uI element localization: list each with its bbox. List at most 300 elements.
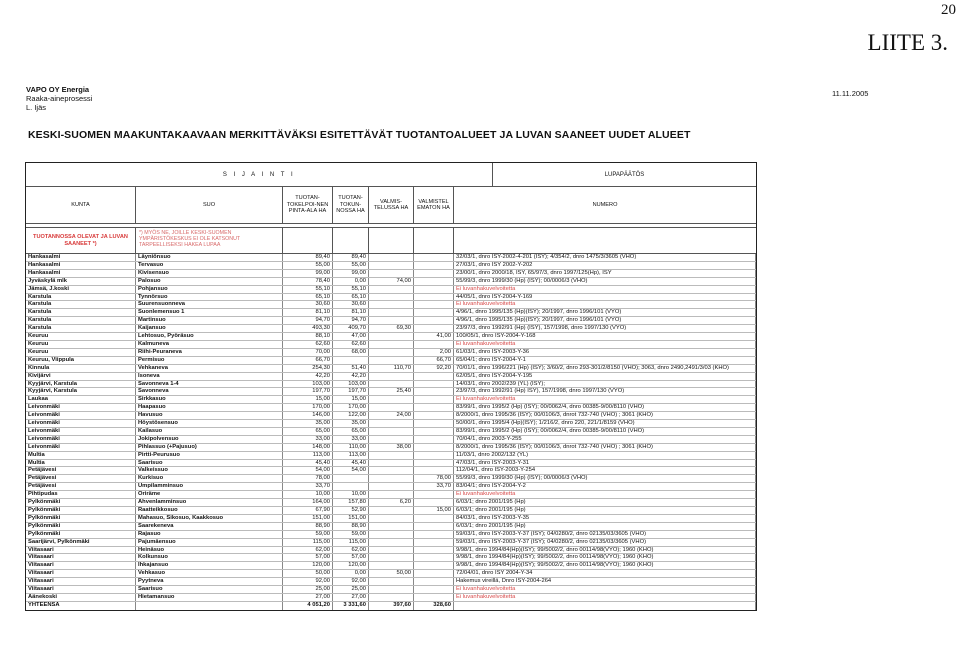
tuotannossa-cell: 62,60: [333, 341, 369, 348]
valmistelussa-cell: [369, 254, 414, 261]
valmistelussa-cell: [369, 428, 414, 435]
table-row: [26, 381, 756, 389]
kunta-cell: Petäjävesi: [26, 475, 136, 482]
suo-cell: Isoneva: [136, 373, 283, 380]
table-row: [26, 491, 756, 499]
valmistelussa-cell: [369, 554, 414, 561]
lupapaatos-numero-cell: 62/05/1, dnro ISY-2004-Y-195: [454, 373, 756, 380]
tuotantokelpoinen-cell: 65,00: [283, 428, 333, 435]
kunta-cell: Pylkönmäki: [26, 499, 136, 506]
suo-cell: Pohjansuo: [136, 286, 283, 293]
valmistelematon-cell: [414, 539, 454, 546]
suo-cell: Kurkisuo: [136, 475, 283, 482]
lupapaatos-numero-cell: 11/03/1, dnro 2002/132 (YL): [454, 452, 756, 459]
kunta-cell: Keuruu: [26, 333, 136, 340]
tuotannossa-cell: 103,00: [333, 381, 369, 388]
valmistelussa-cell: [369, 396, 414, 403]
kunta-cell: Laukaa: [26, 396, 136, 403]
lupapaatos-numero-cell: 50/00/1, dnro 1995/4 (Hp)(ISY); 1/216/2, dnro 220, 221/1/8159 (VHO): [454, 420, 756, 427]
tuotannossa-cell: 10,00: [333, 491, 369, 498]
suo-cell: Kivisensuo: [136, 270, 283, 277]
suo-cell: Kolkunsuo: [136, 554, 283, 561]
tuotannossa-cell: 170,00: [333, 404, 369, 411]
table-row: [26, 262, 756, 270]
valmistelussa-cell: [369, 475, 414, 482]
table-row: [26, 270, 756, 278]
table-row: [26, 554, 756, 562]
kunta-cell: Kyyjärvi, Karstula: [26, 381, 136, 388]
tuotantokelpoinen-cell: 65,10: [283, 294, 333, 301]
tuotantokelpoinen-cell: 78,00: [283, 475, 333, 482]
valmistelematon-cell: [414, 381, 454, 388]
kunta-cell: Leivonmäki: [26, 420, 136, 427]
note-empty-cell: [369, 228, 414, 253]
suo-cell: Saarisuo: [136, 586, 283, 593]
tuotannossa-cell: 57,00: [333, 554, 369, 561]
tuotantokelpoinen-cell: 146,00: [283, 412, 333, 419]
tuotannossa-cell: 115,00: [333, 539, 369, 546]
lupapaatos-numero-cell: 70/01/1, dnro 1996/221 (Hp) (ISY); 3/60/2, dnro 293-301/2/8150 (VHO); 3063, dnro 2490,2491/3/03 (KHO): [454, 365, 756, 372]
total-label: YHTEENSÄ: [26, 602, 136, 610]
note-empty-cell: [283, 228, 333, 253]
valmistelussa-cell: [369, 562, 414, 569]
tuotannossa-cell: [333, 483, 369, 490]
tuotantokelpoinen-cell: 27,00: [283, 594, 333, 601]
table-row: [26, 278, 756, 286]
lupapaatos-numero-cell: 83/99/1, dnro 1995/2 (Hp) (ISY); 00/0062/4, dnro 00385-9/00/8110 (VHO): [454, 428, 756, 435]
kunta-cell: Saarijärvi, Pylkönmäki: [26, 539, 136, 546]
valmistelematon-cell: [414, 309, 454, 316]
suo-cell: Kaijansuo: [136, 325, 283, 332]
suo-cell: Hietamansuo: [136, 594, 283, 601]
lupapaatos-numero-cell: 100/05/1, dnro ISY-2004-Y-168: [454, 333, 756, 340]
valmistelematon-cell: [414, 467, 454, 474]
table-row: [26, 467, 756, 475]
tuotannossa-cell: 42,20: [333, 373, 369, 380]
lupapaatos-numero-cell: Ei luvanhakuvelvoitetta: [454, 341, 756, 348]
valmistelematon-cell: [414, 262, 454, 269]
suo-cell: Valkeissuo: [136, 467, 283, 474]
table-row: [26, 373, 756, 381]
kunta-cell: Leivonmäki: [26, 412, 136, 419]
suo-cell: Läyniönsuo: [136, 254, 283, 261]
valmistelussa-cell: [369, 594, 414, 601]
valmistelussa-cell: [369, 491, 414, 498]
valmistelussa-cell: [369, 452, 414, 459]
table-row: [26, 531, 756, 539]
lupapaatos-numero-cell: 44/05/1, dnro ISY-2004-Y-169: [454, 294, 756, 301]
suo-cell: Lehtosuo, Pyöräsuo: [136, 333, 283, 340]
valmistelematon-cell: [414, 460, 454, 467]
suo-cell: Umpilamminsuo: [136, 483, 283, 490]
lupapaatos-numero-cell: 6/03/1; dnro 2001/195 (Hp): [454, 523, 756, 530]
note-row: [26, 228, 756, 254]
table-row: [26, 539, 756, 547]
table-row: [26, 586, 756, 594]
valmistelussa-cell: [369, 547, 414, 554]
suo-cell: Martinsuo: [136, 317, 283, 324]
kunta-cell: Viitasaari: [26, 554, 136, 561]
tuotannossa-cell: 27,00: [333, 594, 369, 601]
organization-block: [26, 85, 92, 112]
attachment-label: LIITE 3.: [867, 30, 948, 55]
table-row: [26, 515, 756, 523]
valmistelematon-cell: [414, 444, 454, 451]
note-empty-cell: [414, 228, 454, 253]
note-footnote: *) MYÖS NE, JOILLE KESKI-SUOMEN YMPÄRISTÖKESKUS EI OLE KATSONUT TARPEELLISEKSI HAKEA LUPAA: [136, 228, 283, 253]
suo-cell: Mahasuo, Sikosuo, Kaakkosuo: [136, 515, 283, 522]
suo-cell: Suurensuonneva: [136, 301, 283, 308]
valmistelussa-cell: [369, 373, 414, 380]
tuotannossa-cell: 35,00: [333, 420, 369, 427]
suo-cell: Vehkaneva: [136, 365, 283, 372]
lupapaatos-numero-cell: 27/03/1, dnro ISY 2002-Y-202: [454, 262, 756, 269]
valmistelematon-cell: [414, 586, 454, 593]
valmistelematon-cell: [414, 531, 454, 538]
lupapaatos-numero-cell: 14/03/1, dnro 2002/239 (YL) (ISY);: [454, 381, 756, 388]
lupapaatos-numero-cell: 9/98/1, dnro 1994/84(Hp)(ISY); 99/5002/2, dnro 00114/98(VYO); 1960 (KHO): [454, 547, 756, 554]
tuotantokelpoinen-cell: 89,40: [283, 254, 333, 261]
kunta-cell: Viitasaari: [26, 562, 136, 569]
tuotantokelpoinen-cell: 55,10: [283, 286, 333, 293]
kunta-cell: Karstula: [26, 294, 136, 301]
table-row: [26, 499, 756, 507]
org-dept: Raaka-aineprosessi: [26, 94, 93, 103]
tuotantokelpoinen-cell: 88,10: [283, 333, 333, 340]
valmistelematon-cell: [414, 436, 454, 443]
tuotantokelpoinen-cell: 148,00: [283, 444, 333, 451]
lupapaatos-numero-cell: 23/97/3, dnro 1992/91 (Hp) (ISY), 157/1998, dnro 1997/130 (VYO): [454, 325, 756, 332]
suo-cell: Pirtti-Peurusuo: [136, 452, 283, 459]
kunta-cell: Petäjävesi: [26, 483, 136, 490]
valmistelematon-cell: [414, 499, 454, 506]
valmistelussa-cell: 24,00: [369, 412, 414, 419]
table-row: [26, 594, 756, 602]
kunta-cell: Keuruu, Viippula: [26, 357, 136, 364]
valmistelussa-cell: [369, 317, 414, 324]
total-tuotannossa: 3 331,60: [333, 602, 369, 610]
lupapaatos-numero-cell: 9/98/1, dnro 1994/84(Hp)(ISY); 99/5002/2, dnro 00114/98(VYO); 1960 (KHO): [454, 562, 756, 569]
total-valmistelematon: 328,60: [414, 602, 454, 610]
valmistelussa-cell: 50,00: [369, 570, 414, 577]
valmistelematon-cell: 33,70: [414, 483, 454, 490]
lupapaatos-numero-cell: 23/00/1, dnro 2000/18, ISY, 65/97/3, dnro 1997/125(Hp), ISY: [454, 270, 756, 277]
tuotannossa-cell: 99,00: [333, 270, 369, 277]
tuotannossa-cell: 89,40: [333, 254, 369, 261]
table-row: [26, 507, 756, 515]
lupapaatos-numero-cell: 65/04/1; dnro ISY-2004-Y-1: [454, 357, 756, 364]
suo-cell: Suonlemensuo 1: [136, 309, 283, 316]
valmistelematon-cell: [414, 294, 454, 301]
tuotannossa-cell: 68,00: [333, 349, 369, 356]
table-row: [26, 301, 756, 309]
valmistelussa-cell: [369, 270, 414, 277]
kunta-cell: Pylkönmäki: [26, 515, 136, 522]
tuotannossa-cell: 409,70: [333, 325, 369, 332]
suo-cell: Saarekeneva: [136, 523, 283, 530]
col-valmistelussa: VALMIS-TELUSSA HA: [369, 187, 414, 223]
note-tuotannossa: TUOTANNOSSA OLEVAT JA LUVAN SAANEET *): [26, 228, 136, 253]
table-row: [26, 444, 756, 452]
tuotantokelpoinen-cell: 94,70: [283, 317, 333, 324]
kunta-cell: Viitasaari: [26, 578, 136, 585]
kunta-cell: Pylkönmäki: [26, 507, 136, 514]
page-number: 20: [941, 2, 956, 18]
kunta-cell: Jyväskylä mlk: [26, 278, 136, 285]
valmistelussa-cell: [369, 333, 414, 340]
valmistelussa-cell: [369, 467, 414, 474]
valmistelussa-cell: [369, 309, 414, 316]
col-tuotannossa: TUOTAN-TOKUN-NOSSA HA: [333, 187, 369, 223]
lupapaatos-numero-cell: Ei luvanhakuvelvoitetta: [454, 286, 756, 293]
col-numero: NUMERO: [592, 201, 618, 208]
tuotantokelpoinen-cell: 70,00: [283, 349, 333, 356]
valmistelussa-cell: [369, 578, 414, 585]
table-row: [26, 341, 756, 349]
table-row: [26, 317, 756, 325]
kunta-cell: Jämsä, J.koski: [26, 286, 136, 293]
table-row: [26, 388, 756, 396]
suo-cell: Tervasuo: [136, 262, 283, 269]
org-name: VAPO OY Energia: [26, 85, 90, 94]
table-row: [26, 349, 756, 357]
valmistelematon-cell: 41,00: [414, 333, 454, 340]
kunta-cell: Keuruu: [26, 349, 136, 356]
tuotannossa-cell: 120,00: [333, 562, 369, 569]
tuotantokelpoinen-cell: 115,00: [283, 539, 333, 546]
header-lupapaatos: LUPAPÄÄTÖS: [604, 171, 645, 178]
table-row: [26, 436, 756, 444]
table-row: [26, 357, 756, 365]
kunta-cell: Viitasaari: [26, 547, 136, 554]
tuotantokelpoinen-cell: 92,00: [283, 578, 333, 585]
valmistelussa-cell: [369, 286, 414, 293]
column-headers: [26, 187, 756, 224]
lupapaatos-numero-cell: 59/03/1, dnro ISY-2003-Y-37 (ISY); 04/0280/2, dnro 02135/03/3605 (VHO): [454, 531, 756, 538]
tuotantokelpoinen-cell: 30,60: [283, 301, 333, 308]
valmistelematon-cell: 92,20: [414, 365, 454, 372]
lupapaatos-numero-cell: Ei luvanhakuvelvoitetta: [454, 396, 756, 403]
tuotantokelpoinen-cell: 33,00: [283, 436, 333, 443]
valmistelussa-cell: [369, 262, 414, 269]
tuotannossa-cell: 88,90: [333, 523, 369, 530]
tuotantokelpoinen-cell: 35,00: [283, 420, 333, 427]
valmistelematon-cell: [414, 254, 454, 261]
valmistelussa-cell: [369, 357, 414, 364]
valmistelematon-cell: [414, 570, 454, 577]
valmistelussa-cell: [369, 539, 414, 546]
lupapaatos-numero-cell: 6/03/1; dnro 2001/195 (Hp): [454, 499, 756, 506]
tuotannossa-cell: 0,00: [333, 278, 369, 285]
table-row: [26, 428, 756, 436]
tuotantokelpoinen-cell: 113,00: [283, 452, 333, 459]
valmistelematon-cell: [414, 562, 454, 569]
suo-cell: Haapasuo: [136, 404, 283, 411]
tuotannossa-cell: 92,00: [333, 578, 369, 585]
valmistelematon-cell: [414, 317, 454, 324]
tuotannossa-cell: [333, 357, 369, 364]
kunta-cell: Keuruu: [26, 341, 136, 348]
lupapaatos-numero-cell: 55/99/3, dnro 1999/30 (Hp) (ISY); 00/0006/3 (VHO): [454, 278, 756, 285]
tuotantokelpoinen-cell: 62,00: [283, 547, 333, 554]
lupapaatos-numero-cell: Ei luvanhakuvelvoitetta: [454, 594, 756, 601]
suo-cell: Raatteikkosuo: [136, 507, 283, 514]
tuotannossa-cell: 62,00: [333, 547, 369, 554]
valmistelussa-cell: 38,00: [369, 444, 414, 451]
tuotantokelpoinen-cell: 170,00: [283, 404, 333, 411]
tuotantokelpoinen-cell: 54,00: [283, 467, 333, 474]
tuotantokelpoinen-cell: 33,70: [283, 483, 333, 490]
suo-cell: Permisuo: [136, 357, 283, 364]
tuotannossa-cell: 110,00: [333, 444, 369, 451]
tuotantokelpoinen-cell: 10,00: [283, 491, 333, 498]
tuotannossa-cell: 157,80: [333, 499, 369, 506]
tuotannossa-cell: 122,00: [333, 412, 369, 419]
lupapaatos-numero-cell: Ei luvanhakuvelvoitetta: [454, 586, 756, 593]
table-row: [26, 578, 756, 586]
suo-cell: Sirkkasuo: [136, 396, 283, 403]
tuotannossa-cell: 55,10: [333, 286, 369, 293]
kunta-cell: Karstula: [26, 325, 136, 332]
tuotantokelpoinen-cell: 197,70: [283, 388, 333, 395]
lupapaatos-numero-cell: 59/03/1, dnro ISY-2003-Y-37 (ISY); 04/0280/2, dnro 02135/03/3605 (VHO): [454, 539, 756, 546]
valmistelematon-cell: [414, 515, 454, 522]
document-title: KESKI-SUOMEN MAAKUNTAKAAVAAN MERKITTÄVÄKSI ESITETTÄVÄT TUOTANTOALUEET JA LUVAN SAANEET UUDET ALUEET: [28, 129, 691, 141]
valmistelussa-cell: 110,70: [369, 365, 414, 372]
tuotantokelpoinen-cell: 81,10: [283, 309, 333, 316]
kunta-cell: Karstula: [26, 317, 136, 324]
valmistelussa-cell: [369, 404, 414, 411]
total-tuotantokelpoinen: 4 051,20: [283, 602, 333, 610]
valmistelussa-cell: [369, 507, 414, 514]
valmistelematon-cell: [414, 428, 454, 435]
tuotannossa-cell: 55,00: [333, 262, 369, 269]
suo-cell: Heinäsuo: [136, 547, 283, 554]
lupapaatos-numero-cell: Ei luvanhakuvelvoitetta: [454, 491, 756, 498]
suo-cell: Oriräme: [136, 491, 283, 498]
lupapaatos-numero-cell: 55/99/3, dnro 1999/30 (Hp) (ISY); 00/0006/3 (VHO): [454, 475, 756, 482]
table-row: [26, 483, 756, 491]
kunta-cell: Kinnula: [26, 365, 136, 372]
tuotannossa-cell: 47,00: [333, 333, 369, 340]
table-row: [26, 562, 756, 570]
suo-cell: Savonneva 1-4: [136, 381, 283, 388]
valmistelussa-cell: [369, 586, 414, 593]
valmistelematon-cell: [414, 452, 454, 459]
kunta-cell: Leivonmäki: [26, 436, 136, 443]
tuotantokelpoinen-cell: 25,00: [283, 586, 333, 593]
tuotannossa-cell: 81,10: [333, 309, 369, 316]
suo-cell: Savonneva: [136, 388, 283, 395]
suo-cell: Vehkasuo: [136, 570, 283, 577]
table-row: [26, 404, 756, 412]
kunta-cell: Leivonmäki: [26, 444, 136, 451]
kunta-cell: Hankasalmi: [26, 270, 136, 277]
valmistelematon-cell: [414, 396, 454, 403]
tuotannossa-cell: 65,00: [333, 428, 369, 435]
kunta-cell: Multia: [26, 460, 136, 467]
tuotannossa-cell: 51,40: [333, 365, 369, 372]
lupapaatos-numero-cell: 112/04/1, dnro ISY-2003-Y-254: [454, 467, 756, 474]
kunta-cell: Kyyjärvi, Karstula: [26, 388, 136, 395]
kunta-cell: Petäjävesi: [26, 467, 136, 474]
valmistelussa-cell: [369, 341, 414, 348]
valmistelematon-cell: 78,00: [414, 475, 454, 482]
valmistelussa-cell: 6,20: [369, 499, 414, 506]
tuotannossa-cell: 52,90: [333, 507, 369, 514]
tuotannossa-cell: 113,00: [333, 452, 369, 459]
table-row: [26, 309, 756, 317]
tuotantokelpoinen-cell: 57,00: [283, 554, 333, 561]
tuotannossa-cell: 25,00: [333, 586, 369, 593]
lupapaatos-numero-cell: 9/98/1, dnro 1994/84(Hp)(ISY); 99/5002/2, dnro 00114/98(VYO); 1960 (KHO): [454, 554, 756, 561]
kunta-cell: Karstula: [26, 309, 136, 316]
valmistelussa-cell: 25,40: [369, 388, 414, 395]
lupapaatos-numero-cell: 4/96/1, dnro 1995/135 (Hp)(ISY); 20/1997, dnro 1996/101 (VYO): [454, 309, 756, 316]
tuotantokelpoinen-cell: 15,00: [283, 396, 333, 403]
kunta-cell: Pylkönmäki: [26, 523, 136, 530]
tuotannossa-cell: 45,40: [333, 460, 369, 467]
kunta-cell: Pihtipudas: [26, 491, 136, 498]
suo-cell: Höystösensuo: [136, 420, 283, 427]
col-suo: SUO: [136, 187, 283, 223]
tuotantokelpoinen-cell: 50,00: [283, 570, 333, 577]
valmistelematon-cell: [414, 412, 454, 419]
valmistelussa-cell: [369, 515, 414, 522]
suo-cell: Pajumäensuo: [136, 539, 283, 546]
suo-cell: Pyytneva: [136, 578, 283, 585]
lupapaatos-numero-cell: 4/96/1, dnro 1995/135 (Hp)(ISY); 20/1997, dnro 1996/101 (VYO): [454, 317, 756, 324]
lupapaatos-numero-cell: 32/03/1, dnro ISY-2002-4-201 (ISY); 4/354/2, dnro 1475/3/3605 (VHO): [454, 254, 756, 261]
header-sijainti: S I J A I N T I: [26, 163, 493, 186]
valmistelussa-cell: 69,30: [369, 325, 414, 332]
areas-table: [25, 162, 757, 611]
tuotantokelpoinen-cell: 55,00: [283, 262, 333, 269]
col-valmistelematon: VALMISTEL EMATON HA: [414, 187, 454, 223]
tuotantokelpoinen-cell: 59,00: [283, 531, 333, 538]
table-row: [26, 396, 756, 404]
lupapaatos-numero-cell: 84/03/1, dnro ISY-2003-Y-35: [454, 515, 756, 522]
tuotantokelpoinen-cell: 62,60: [283, 341, 333, 348]
valmistelussa-cell: [369, 483, 414, 490]
table-row: [26, 294, 756, 302]
tuotantokelpoinen-cell: 103,00: [283, 381, 333, 388]
table-row: [26, 523, 756, 531]
suo-cell: Rajasuo: [136, 531, 283, 538]
valmistelematon-cell: [414, 578, 454, 585]
valmistelematon-cell: [414, 420, 454, 427]
tuotannossa-cell: 197,70: [333, 388, 369, 395]
kunta-cell: Viitasaari: [26, 570, 136, 577]
tuotannossa-cell: 30,60: [333, 301, 369, 308]
tuotantokelpoinen-cell: 120,00: [283, 562, 333, 569]
suo-cell: Pihlassuo (+Pajusuo): [136, 444, 283, 451]
valmistelematon-cell: 2,00: [414, 349, 454, 356]
table-row: [26, 412, 756, 420]
table-row: [26, 365, 756, 373]
kunta-cell: Leivonmäki: [26, 404, 136, 411]
table-row: [26, 460, 756, 468]
tuotantokelpoinen-cell: 45,40: [283, 460, 333, 467]
valmistelussa-cell: [369, 531, 414, 538]
tuotannossa-cell: 151,00: [333, 515, 369, 522]
suo-cell: Ahvenlamminsuo: [136, 499, 283, 506]
table-row: [26, 452, 756, 460]
valmistelematon-cell: 66,70: [414, 357, 454, 364]
suo-cell: Ihkajansuo: [136, 562, 283, 569]
table-row: [26, 254, 756, 262]
lupapaatos-numero-cell: Ei luvanhakuvelvoitetta: [454, 301, 756, 308]
